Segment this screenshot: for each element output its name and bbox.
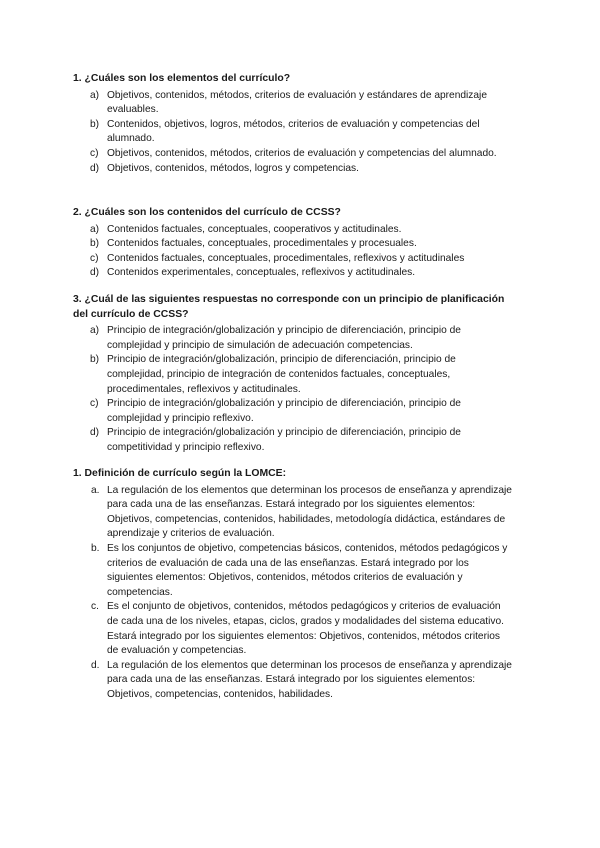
option-marker: a)	[90, 223, 100, 235]
option-marker: b.	[91, 542, 100, 554]
option-marker: a.	[91, 484, 100, 496]
option-marker: d.	[91, 659, 100, 671]
question-title: 1. ¿Cuáles son los elementos del currículo?	[73, 73, 291, 84]
option-text: Principio de integración/globalización y principio de diferenciación, principio de complejidad y principio de simulación de adecuación competencias.	[107, 325, 461, 351]
option-marker: b)	[90, 238, 100, 250]
option-marker: c)	[90, 252, 99, 264]
answer-option-b	[73, 237, 513, 252]
answer-option-c	[73, 600, 513, 658]
answer-option-a	[73, 223, 513, 238]
option-text: Principio de integración/globalización, principio de diferenciación, principio de complejidad, principio de integración de contenidos factuales, conceptuales, procedimentales, reflexivos y actitudinales.	[107, 354, 456, 395]
question-2	[73, 206, 513, 281]
option-text: Es los conjuntos de objetivo, competencias básicos, contenidos, métodos pedagógicos y criterios de evaluación de cada una de las enseñanzas. Estará integrado por los siguientes elementos: Objetivos, contenidos, métodos criterios de evaluación y competencias.	[107, 542, 508, 598]
question-title: 2. ¿Cuáles son los contenidos del currículo de CCSS?	[73, 207, 341, 218]
option-text: La regulación de los elementos que determinan los procesos de enseñanza y aprendizaje para cada una de las enseñanzas. Estará integrado por los siguientes elementos: Objetivos, competencias, contenidos, habilidades.	[107, 659, 512, 700]
option-text: Objetivos, contenidos, métodos, criterios de evaluación y competencias del alumnado.	[107, 147, 497, 159]
answer-options	[73, 324, 513, 455]
option-text: Es el conjunto de objetivos, contenidos, métodos pedagógicos y criterios de evaluación de cada una de los niveles, etapas, ciclos, grados y modalidades del sistema educativo. Estará integrado por los siguientes elementos: Objetivos, contenidos, métodos criterios de evaluación y competencias.	[107, 601, 504, 657]
option-marker: a)	[90, 89, 100, 101]
answer-option-c	[73, 147, 513, 162]
answer-option-d	[73, 162, 513, 177]
option-marker: d)	[90, 162, 100, 174]
answer-option-d	[73, 266, 513, 281]
answer-option-c	[73, 397, 513, 426]
answer-option-a	[73, 324, 513, 353]
option-marker: c)	[90, 147, 99, 159]
answer-options	[73, 223, 513, 281]
answer-options	[73, 89, 513, 177]
option-text: Contenidos factuales, conceptuales, cooperativos y actitudinales.	[107, 223, 402, 235]
option-text: Objetivos, contenidos, métodos, criterios de evaluación y estándares de aprendizaje evaluables.	[107, 89, 487, 116]
answer-option-d	[73, 659, 513, 703]
answer-option-a	[73, 484, 513, 542]
question-title: 1. Definición de currículo según la LOMCE:	[73, 468, 287, 479]
option-text: Principio de integración/globalización y principio de diferenciación, principio de competitividad y principio reflexivo.	[107, 427, 461, 453]
question-3	[73, 293, 513, 456]
option-text: Principio de integración/globalización y principio de diferenciación, principio de complejidad y principio reflexivo.	[107, 398, 461, 424]
option-marker: d)	[90, 427, 100, 439]
answer-option-d	[73, 426, 513, 455]
answer-option-b	[73, 118, 513, 147]
option-text: Contenidos factuales, conceptuales, procedimentales y procesuales.	[107, 238, 417, 250]
answer-option-c	[73, 252, 513, 267]
question-1	[73, 72, 513, 176]
option-marker: c)	[90, 398, 99, 410]
answer-options	[73, 484, 513, 703]
option-marker: a)	[90, 325, 100, 337]
answer-option-a	[73, 89, 513, 118]
answer-option-b	[73, 353, 513, 397]
option-text: Contenidos, objetivos, logros, métodos, criterios de evaluación y competencias del alumnado.	[107, 118, 480, 145]
answer-option-b	[73, 542, 513, 600]
option-text: La regulación de los elementos que determinan los procesos de enseñanza y aprendizaje para cada una de las enseñanzas. Estará integrado por los siguientes elementos: Objetivos, competencias, contenidos, habilidades, metodología didáctica, estándares de aprendizaje y criterios de evaluación.	[107, 484, 512, 540]
option-marker: c.	[91, 601, 99, 613]
option-marker: b)	[90, 118, 100, 130]
option-marker: b)	[90, 354, 100, 366]
option-text: Contenidos experimentales, conceptuales, reflexivos y actitudinales.	[107, 267, 416, 279]
question-4	[73, 467, 513, 703]
option-text: Contenidos factuales, conceptuales, procedimentales, reflexivos y actitudinales	[107, 252, 465, 264]
option-text: Objetivos, contenidos, métodos, logros y competencias.	[107, 162, 359, 174]
option-marker: d)	[90, 267, 100, 279]
question-title: 3. ¿Cuál de las siguientes respuestas no corresponde con un principio de planificación del currículo de CCSS?	[73, 294, 505, 320]
